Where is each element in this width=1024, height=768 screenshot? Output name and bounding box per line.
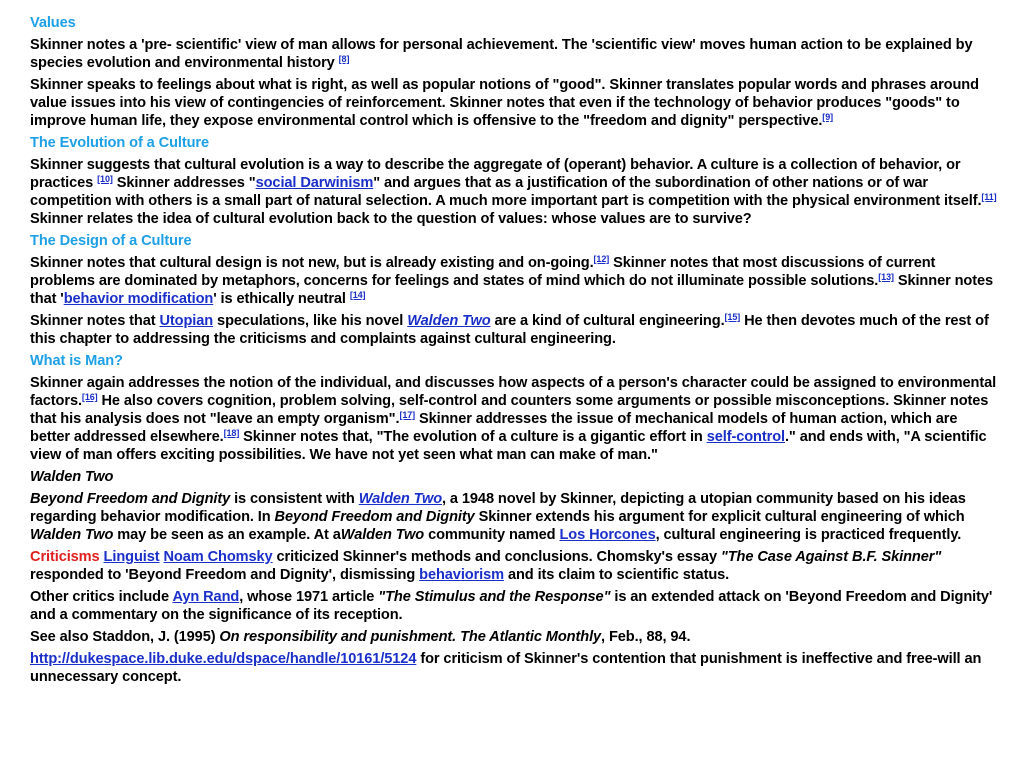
text: ' is ethically neutral	[213, 291, 350, 307]
paragraph-design-1	[30, 254, 998, 308]
citation-link[interactable]: [17]	[399, 410, 416, 420]
text: Skinner extends his argument for explicit cultural engineering of which	[474, 509, 965, 525]
link-self-control[interactable]: self-control	[706, 429, 785, 445]
link-social-darwinism[interactable]: social Darwinism	[255, 175, 374, 191]
link-utopian[interactable]: Utopian	[159, 313, 214, 329]
citation-8[interactable]	[339, 54, 350, 64]
text: are a kind of cultural engineering.	[490, 313, 725, 329]
paragraph-see-also	[30, 628, 998, 646]
text-italic: "The Stimulus and the Response"	[378, 589, 611, 605]
citation-14[interactable]	[350, 290, 366, 300]
text: and its claim to scientific status.	[504, 567, 730, 583]
text: See also Staddon, J. (1995)	[30, 629, 220, 645]
text: He also covers cognition, problem solving, self-control and counters some arguments or possible misconceptions. Skinner notes that his analysis does not "leave an empty organism".	[30, 393, 989, 427]
text: community named	[424, 527, 560, 543]
text: Skinner notes that most discussions of current problems are dominated by metaphors, concerns for feelings and states of mind which do not illuminate possible solutions.	[30, 255, 936, 289]
text-italic: Beyond Freedom and Dignity	[274, 509, 475, 525]
citation-link[interactable]: [15]	[724, 312, 741, 322]
text-italic: Walden Two	[340, 527, 425, 543]
text: , cultural engineering is practiced frequently.	[655, 527, 962, 543]
link-behavior-modification[interactable]: behavior modification	[63, 291, 214, 307]
citation-link[interactable]: [13]	[878, 272, 894, 282]
text: Skinner notes that, "The evolution of a culture is a gigantic effort in	[239, 429, 707, 445]
citation-link[interactable]: [12]	[593, 254, 610, 264]
link-noam-chomsky[interactable]: Noam Chomsky	[163, 549, 273, 565]
citation-link[interactable]: [14]	[349, 290, 366, 300]
text: for criticism of Skinner's contention that punishment is ineffective and free-will an unnecessary concept.	[30, 651, 982, 685]
text: responded to 'Beyond Freedom and Dignity', dismissing	[30, 567, 420, 583]
text: , whose 1971 article	[239, 589, 379, 605]
text: Other critics include	[30, 589, 173, 605]
text: Skinner notes that	[30, 313, 160, 329]
citation-link[interactable]: [18]	[223, 428, 240, 438]
citation-9[interactable]	[822, 112, 833, 122]
document-body	[30, 14, 998, 690]
paragraph-dukespace	[30, 650, 998, 686]
text: He then devotes much of the rest of this chapter to addressing the criticisms and complaints against cultural engineering.	[30, 313, 989, 347]
text: Skinner addresses "	[112, 175, 256, 191]
citation-link[interactable]: [16]	[81, 392, 98, 402]
paragraph-values-1	[30, 36, 998, 72]
link-dukespace-url[interactable]: http://dukespace.lib.duke.edu/dspace/handle/10161/5124	[30, 651, 417, 667]
link-walden-two[interactable]: Walden Two	[407, 313, 491, 329]
text: " and argues that as a justification of the subordination of other nations or of war competition with others is a small part of natural selection. A much more important part is competition with the physical environment itself.	[30, 175, 982, 209]
citation-17[interactable]	[399, 410, 415, 420]
text: Skinner notes that '	[30, 273, 994, 307]
citation-11[interactable]	[981, 192, 996, 202]
text: Skinner addresses the issue of mechanical models of human action, which are better addressed elsewhere.	[30, 411, 958, 445]
heading-values: Values	[30, 15, 76, 31]
link-los-horcones[interactable]: Los Horcones	[559, 527, 656, 543]
citation-13[interactable]	[878, 272, 894, 282]
paragraph-values-2	[30, 76, 998, 130]
citation-18[interactable]	[224, 428, 240, 438]
link-walden-two[interactable]: Walden Two	[358, 491, 443, 507]
criticisms-label: Criticisms	[30, 549, 100, 565]
heading-what-is-man: What is Man?	[30, 353, 123, 369]
paragraph-walden-two	[30, 490, 998, 544]
link-linguist[interactable]: Linguist	[103, 549, 160, 565]
text: Skinner speaks to feelings about what is right, as well as popular notions of "good". Skinner translates popular words and phrases around value issues into his view of contingencies of reinforcement. Skinner notes that even if the technology of behavior produces "goods" to improve human life, they expose environmental control which is offensive to the "freedom and dignity" perspective.	[30, 77, 979, 129]
text: speculations, like his novel	[213, 313, 408, 329]
citation-12[interactable]	[594, 254, 610, 264]
paragraph-what-is-man	[30, 374, 998, 464]
text: ." and ends with, "A scientific view of man offers exciting possibilities. We have not yet seen what man can make of man."	[30, 429, 987, 463]
citation-10[interactable]	[97, 174, 113, 184]
text-italic: Beyond Freedom and Dignity	[30, 491, 231, 507]
paragraph-criticisms-2	[30, 588, 998, 624]
text: Skinner notes a 'pre- scientific' view of man allows for personal achievement. The 'scientific view' moves human action to be explained by species evolution and environmental history	[30, 37, 973, 71]
link-ayn-rand[interactable]: Ayn Rand	[172, 589, 240, 605]
text: is consistent with	[230, 491, 359, 507]
citation-link[interactable]: [10]	[97, 174, 113, 184]
citation-16[interactable]	[82, 392, 98, 402]
text: Skinner relates the idea of cultural evolution back to the question of values: whose values are to survive?	[30, 211, 752, 227]
heading-design-of-culture: The Design of a Culture	[30, 233, 192, 249]
citation-link[interactable]: [11]	[981, 192, 997, 202]
text-italic: On responsibility and punishment. The Atlantic Monthly	[219, 629, 602, 645]
text: , a 1948 novel by Skinner, depicting a utopian community based on his ideas regarding behavior modification. In	[30, 491, 966, 525]
text: Skinner suggests that cultural evolution is a way to describe the aggregate of (operant) behavior. A culture is a collection of behavior, or practices	[30, 157, 961, 191]
text: , Feb., 88, 94.	[601, 629, 691, 645]
text: may be seen as an example. At a	[113, 527, 341, 543]
text: is an extended attack on 'Beyond Freedom and Dignity' and a commentary on the significance of its reception.	[30, 589, 993, 623]
text-italic: Walden Two	[30, 527, 114, 543]
text: criticized Skinner's methods and conclusions. Chomsky's essay	[272, 549, 721, 565]
paragraph-criticisms-1	[30, 548, 998, 584]
text: Skinner again addresses the notion of the individual, and discusses how aspects of a person's character could be assigned to environmental factors.	[30, 375, 997, 409]
link-behaviorism[interactable]: behaviorism	[419, 567, 505, 583]
citation-15[interactable]	[725, 312, 741, 322]
citation-link[interactable]: [9]	[822, 112, 833, 122]
paragraph-evolution	[30, 156, 998, 228]
paragraph-design-2	[30, 312, 998, 348]
heading-walden-two: Walden Two	[30, 469, 114, 485]
citation-link[interactable]: [8]	[338, 54, 350, 64]
heading-evolution-of-culture: The Evolution of a Culture	[30, 135, 210, 151]
text: Skinner notes that cultural design is not new, but is already existing and on-going.	[30, 255, 594, 271]
text-italic: "The Case Against B.F. Skinner"	[720, 549, 942, 565]
